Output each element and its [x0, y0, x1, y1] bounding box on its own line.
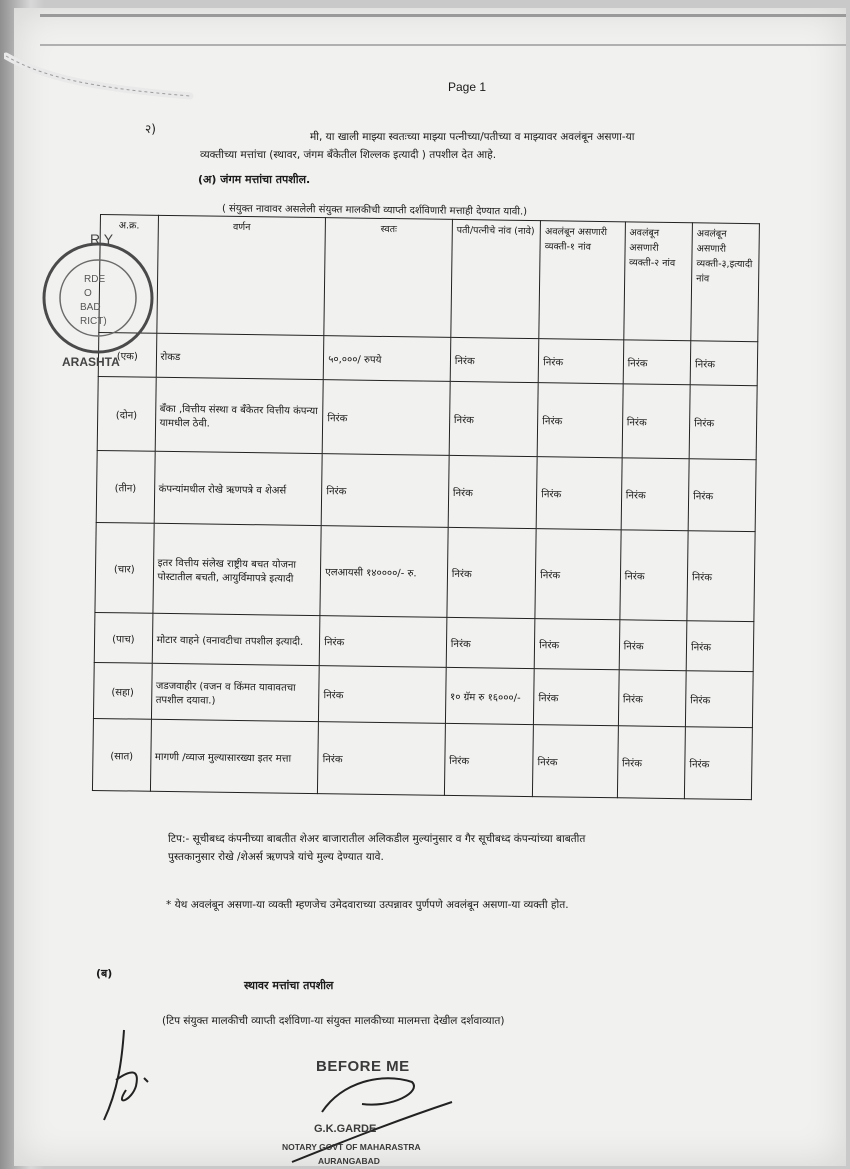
- cell-self: निरंक: [318, 722, 446, 796]
- stamp-notary-title: NOTARY GOVT OF MAHARASTRA: [282, 1142, 421, 1152]
- intro-paragraph: [200, 128, 790, 164]
- cell-dependent-2: निरंक: [620, 530, 689, 621]
- cell-sr: (चार): [95, 522, 154, 613]
- binding-string-icon: [4, 48, 194, 108]
- dependent-definition: * येथ अवलंबून असणा-या व्यक्ती म्हणजेच उमेदवाराच्या उत्पन्नावर पुर्णपणे अवलंबून असणा-या व्यक्ती होत.: [166, 899, 569, 911]
- svg-text:R Y: R Y: [90, 231, 114, 247]
- svg-text:BAD: BAD: [80, 302, 101, 313]
- cell-dependent-1: निरंक: [534, 669, 619, 726]
- table-row: [95, 522, 755, 621]
- cell-spouse: निरंक: [448, 455, 537, 528]
- cell-spouse: निरंक: [446, 617, 535, 668]
- table-row: [96, 450, 756, 531]
- table-row: [94, 612, 754, 671]
- section-b-title: स्थावर मत्तांचा तपशील: [244, 979, 334, 992]
- joint-ownership-note: ( संयुक्त नावावर असलेली संयुक्त मालकीची व्याप्ती दर्शविणारी मत्ताही देण्यात यावी.): [221, 203, 528, 218]
- cell-sr: (तीन): [96, 450, 155, 523]
- svg-text:RICT): RICT): [80, 316, 107, 327]
- cell-description: रोकड: [156, 333, 324, 379]
- cell-description: मोटार वाहने (वनावटीचा तपशील इत्यादी.: [152, 613, 320, 665]
- cell-sr: (एक): [98, 332, 156, 377]
- cell-sr: (सहा): [93, 662, 151, 719]
- cell-description: मागणी /व्याज मुल्यासारख्या इतर मत्ता: [150, 719, 319, 793]
- cell-dependent-2: निरंक: [623, 340, 691, 385]
- header-dependent-2: अवलंबून असणारी व्यक्ती-२ नांव: [623, 222, 692, 341]
- cell-dependent-1: निरंक: [538, 339, 623, 384]
- header-description: वर्णन: [156, 215, 325, 335]
- section-a-title: (अ) जंगम मत्तांचा तपशील.: [198, 173, 311, 186]
- header-sr: अ.क्र.: [99, 215, 158, 334]
- cell-description: जडजवाहीर (वजन व किंमत यावावतचा तपशील दयावा.): [151, 663, 319, 721]
- svg-text:RDE: RDE: [84, 274, 106, 285]
- cell-self: ५०,०००/ रुपये: [323, 336, 450, 382]
- header-dependent-3: अवलंबून असणारी व्यक्ती-३,इत्यादी नांव: [691, 223, 760, 342]
- movable-assets-table-wrapper: [91, 214, 789, 836]
- cell-dependent-1: निरंक: [535, 529, 621, 620]
- cell-spouse: निरंक: [447, 527, 537, 618]
- header-self: स्वतः: [324, 218, 452, 338]
- stamp-before-me: BEFORE ME: [316, 1058, 410, 1075]
- cell-dependent-3: निरंक: [685, 671, 753, 728]
- page-edge-line: [40, 14, 846, 17]
- page-number: Page 1: [448, 80, 487, 94]
- cell-dependent-2: निरंक: [618, 670, 686, 727]
- section-number: २): [145, 122, 156, 136]
- cell-spouse: निरंक: [450, 337, 539, 382]
- cell-self: निरंक: [322, 380, 450, 456]
- header-dependent-1: अवलंबून असणारी व्यक्ती-१ नांव: [539, 221, 625, 340]
- page-edge-line-2: [40, 44, 846, 46]
- cell-description: कंपन्यांमधील रोखे ऋणपत्रे व शेअर्स: [154, 451, 323, 525]
- cell-sr: (दोन): [97, 376, 156, 451]
- signature-icon: [96, 1020, 166, 1130]
- svg-text:O: O: [84, 288, 92, 299]
- stamp-notary-name: G.K.GARDE: [314, 1123, 377, 1135]
- section-b-label: (ब): [96, 967, 113, 980]
- cell-dependent-3: निरंक: [684, 727, 752, 800]
- cell-dependent-1: निरंक: [534, 619, 619, 670]
- cell-dependent-2: निरंक: [621, 458, 689, 531]
- table-row: [97, 376, 757, 459]
- tip-note: [168, 830, 728, 866]
- cell-sr: (पाच): [94, 612, 152, 663]
- cell-dependent-2: निरंक: [619, 620, 687, 671]
- section-b-note: (टिप संयुक्त मालकीची व्याप्ती दर्शविणा-या संयुक्त मालकीच्या मालमत्ता देखील दर्शवाव्यात): [162, 1015, 505, 1027]
- tip-line-2: पुस्तकानुसार रोखे /शेअर्स ऋणपत्रे यांचे मुल्य देण्यात यावे.: [168, 851, 384, 863]
- cell-sr: (सात): [92, 718, 151, 791]
- table-header-row: [99, 215, 760, 342]
- cell-spouse: १० ग्रॅम रु १६०००/-: [445, 667, 534, 724]
- cell-self: एलआयसी १४००००/- रु.: [320, 526, 448, 618]
- cell-self: निरंक: [319, 666, 446, 724]
- movable-assets-table: [92, 214, 760, 800]
- cell-dependent-3: निरंक: [689, 385, 757, 460]
- cell-self: निरंक: [321, 454, 449, 528]
- cell-dependent-1: निरंक: [533, 725, 618, 798]
- intro-line-1: मी, या खाली माझ्या स्वतःच्या माझ्या पत्नीच्या/पतीच्या व माझ्यावर अवलंबून असणा-या: [310, 131, 635, 143]
- cell-dependent-2: निरंक: [622, 384, 690, 459]
- cell-spouse: निरंक: [444, 723, 533, 796]
- header-spouse: पती/पत्नीचे नांव (नावे): [451, 219, 541, 338]
- table-row: [92, 718, 752, 799]
- cell-self: निरंक: [319, 616, 446, 668]
- svg-text:ARASHTA: ARASHTA: [62, 355, 120, 369]
- notary-seal-icon: [40, 218, 156, 378]
- intro-line-2: व्यक्तीच्या मत्तांचा (स्थावर, जंगम बँकेतील शिल्लक इत्यादी ) तपशील देत आहे.: [200, 149, 497, 161]
- cell-dependent-3: निरंक: [686, 621, 754, 672]
- cell-dependent-3: निरंक: [688, 459, 756, 532]
- cell-dependent-3: निरंक: [687, 531, 755, 622]
- cell-dependent-2: निरंक: [617, 726, 685, 799]
- cell-dependent-1: निरंक: [536, 457, 621, 530]
- cell-spouse: निरंक: [449, 381, 538, 456]
- table-row: [93, 662, 753, 727]
- cell-dependent-3: निरंक: [690, 341, 758, 386]
- tip-line-1: टिप:- सूचीबध्द कंपनीच्या बाबतीत शेअर बाजारातील अलिकडील मुल्यांनुसार व गैर सूचीबध्द कंपन्यांच्या बाबतीत: [168, 833, 586, 845]
- cell-dependent-1: निरंक: [537, 383, 622, 458]
- cell-description: इतर वित्तीय संलेख राष्ट्रीय बचत योजना पोस्टातील बचती, आयुर्विमापत्रे इत्यादी: [152, 523, 321, 615]
- stamp-city: AURANGABAD: [318, 1156, 380, 1166]
- cell-description: बँका ,वित्तीय संस्था व बँकेतर वित्तीय कंपन्या यामधील ठेवी.: [155, 377, 324, 453]
